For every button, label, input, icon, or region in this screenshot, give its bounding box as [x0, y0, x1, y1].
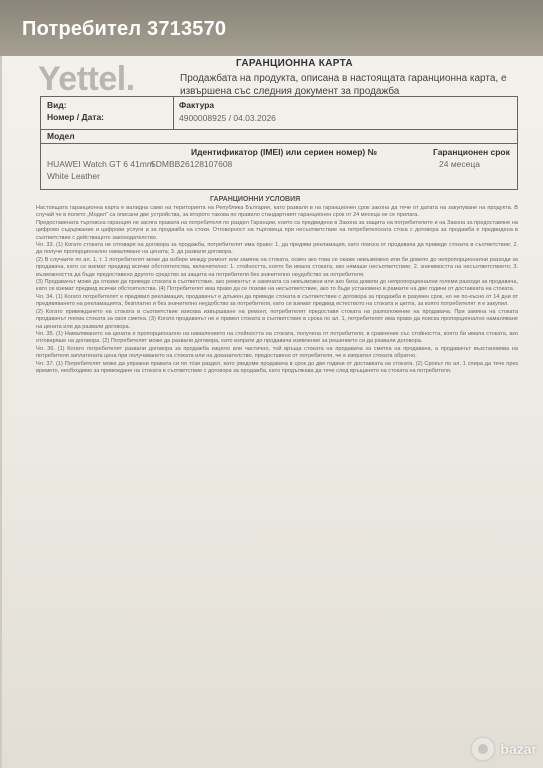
top-banner — [0, 0, 543, 56]
terms-paragraph: Чл. 36. (1) Когато потребителят развали договора за продажба изцяло или частично, той връща стоката на продавача за сметка на продавача, а продавачът възстановява на потребителя заплатената цена при получаването на стоката или на доказателство, предоставено от потребителя, че е изпратил стоката обратно. — [36, 345, 518, 360]
terms-paragraph: Чл. 34. (1) Когато потребителят е предявил рекламация, продавачът е длъжен да приведе стоката в съответствие с договора за продажба в разумен срок, но не по-късно от 14 дни от предявяването на рекламацията, безплатно и без значително неудобство за потребителя, като се вземат предвид естеството на стоката и целта, за която потребителят я е закупил. — [36, 293, 518, 308]
number-date-label: Номер / Дата: — [47, 112, 105, 122]
imei-label: Идентификатор (IMEI) или сериен номер) № — [191, 147, 378, 157]
terms-paragraph: Чл. 33. (1) Когато стоката не отговаря на договора за продажба, потребителят има право: 1. да предяви рекламация, като поиска от продавача да приведе стоката в съответствие; 2. да получи пропорционално намаляване на цената; 3. да развали договора. — [36, 242, 518, 256]
invoice-label: Фактура — [179, 100, 215, 110]
user-title: Потребител 3713570 — [22, 18, 227, 40]
terms-body — [36, 205, 518, 375]
serial-value: 5DMBB26128107608 — [151, 159, 233, 169]
bazar-watermark — [470, 736, 537, 762]
warranty-label: Гаранционен срок — [433, 147, 510, 157]
card-title: ГАРАНЦИОННА КАРТА — [236, 58, 353, 69]
document-row — [41, 97, 517, 130]
terms-paragraph: Чл. 37. (1) Потребителят може да упражни правата си по този раздел, като уведоми продавача в срок до две години от доставката на стоката. (2) Срокът по ал. 1 спира да тече през времето, необходимо за привеждане на стоката в съответствие с договора за продажба, като продължава да тече след връщането на стоката на потребителя. — [36, 360, 518, 374]
model-value-line2: White Leather — [47, 171, 100, 181]
invoice-value: 4900008925 / 04.03.2026 — [179, 113, 276, 123]
watermark-icon — [470, 736, 496, 762]
model-header-row — [41, 129, 517, 144]
terms-paragraph: Предоставената търговска гаранция не засяга правата на потребителя по раздел Гаранции, които са предвидени в Закона за защита на потребителите и на Закона за предоставяне на цифрово съдържание и цифрови услуги и за продажба на стоки. Отговорност на търговеца при несъответствие на потребителската стока с договора за продажба е предвидена в съответствие с действащото законодателство. — [36, 219, 518, 241]
yettel-logo: Yettel. — [38, 60, 135, 98]
watermark-text: bazar — [500, 741, 537, 757]
warranty-value: 24 месеца — [439, 159, 480, 169]
sale-info-table — [40, 96, 518, 190]
vid-label: Вид: — [47, 100, 67, 110]
terms-paragraph: Чл. 35. (1) Намаляването на цената е пропорционално на намалението на стойността на стоката, получена от потребителя, в сравнение със стойността, която би имала стоката, ако отговаряше на договора. (2) Потребителят може да развали договора, като изпрати до продавача изявление за решението си да развали договора. — [36, 330, 518, 345]
terms-paragraph: (2) Когато привеждането на стоката в съответствие изисква извършване на ремонт, потребителят предоставя стоката на разположение на продавача. При замяна на стоката продавачът поема стоката за своя сметка. (3) Когато продавачът не е привел стоката в съответствие в срока по ал. 1, потребителят има право да поиска пропорционално намаляване на цената или да развали договора. — [36, 308, 518, 330]
terms-paragraph: (3) Продавачът може да откаже да приведе стоката в съответствие, ако ремонтът и замяната са невъзможни или ако биха довели до непропорционални големи разходи за продавача, като се вземат предвид всички обстоятелства. (4) Потребителят има право да се позове на несъответствие, ако то бъде установено в рамките на две години от доставката на стоката. — [36, 279, 518, 293]
model-label: Модел — [47, 131, 75, 141]
terms-paragraph: (2) В случаите по ал. 1, т. 1 потребителят може да избере между ремонт или замяна на стоката, освен ако това се окаже невъзможно или би довело до непропорционални разходи за продавача, като се вземат предвид всички обстоятелства, включително: 1. стойността, която би имала стоката, ако нямаше несъответствие; 2. значимостта на несъответствието; 3. възможността да бъде предоставено другото средство за защита на потребителя без значително неудобство за потребителя. — [36, 256, 518, 278]
terms-paragraph: Настоящата гаранционна карта е валидна само на територията на Република България, като разваля в на гаранционен срок закона да тече от датата на закупуване на продукта. В случай че в полето „Модел“ са описани две устройства, за второто такова по правило стандартният гаранционен срок от 24 месеца не се прилага. — [36, 205, 518, 219]
card-subtitle: Продажбата на продукта, описана в настоящата гаранционна карта, е извършена със следния документ за продажба — [180, 73, 507, 97]
divider — [173, 97, 174, 129]
terms-title: ГАРАНЦИОННИ УСЛОВИЯ — [210, 196, 301, 203]
model-value-line1: HUAWEI Watch GT 6 41mm — [47, 159, 154, 169]
